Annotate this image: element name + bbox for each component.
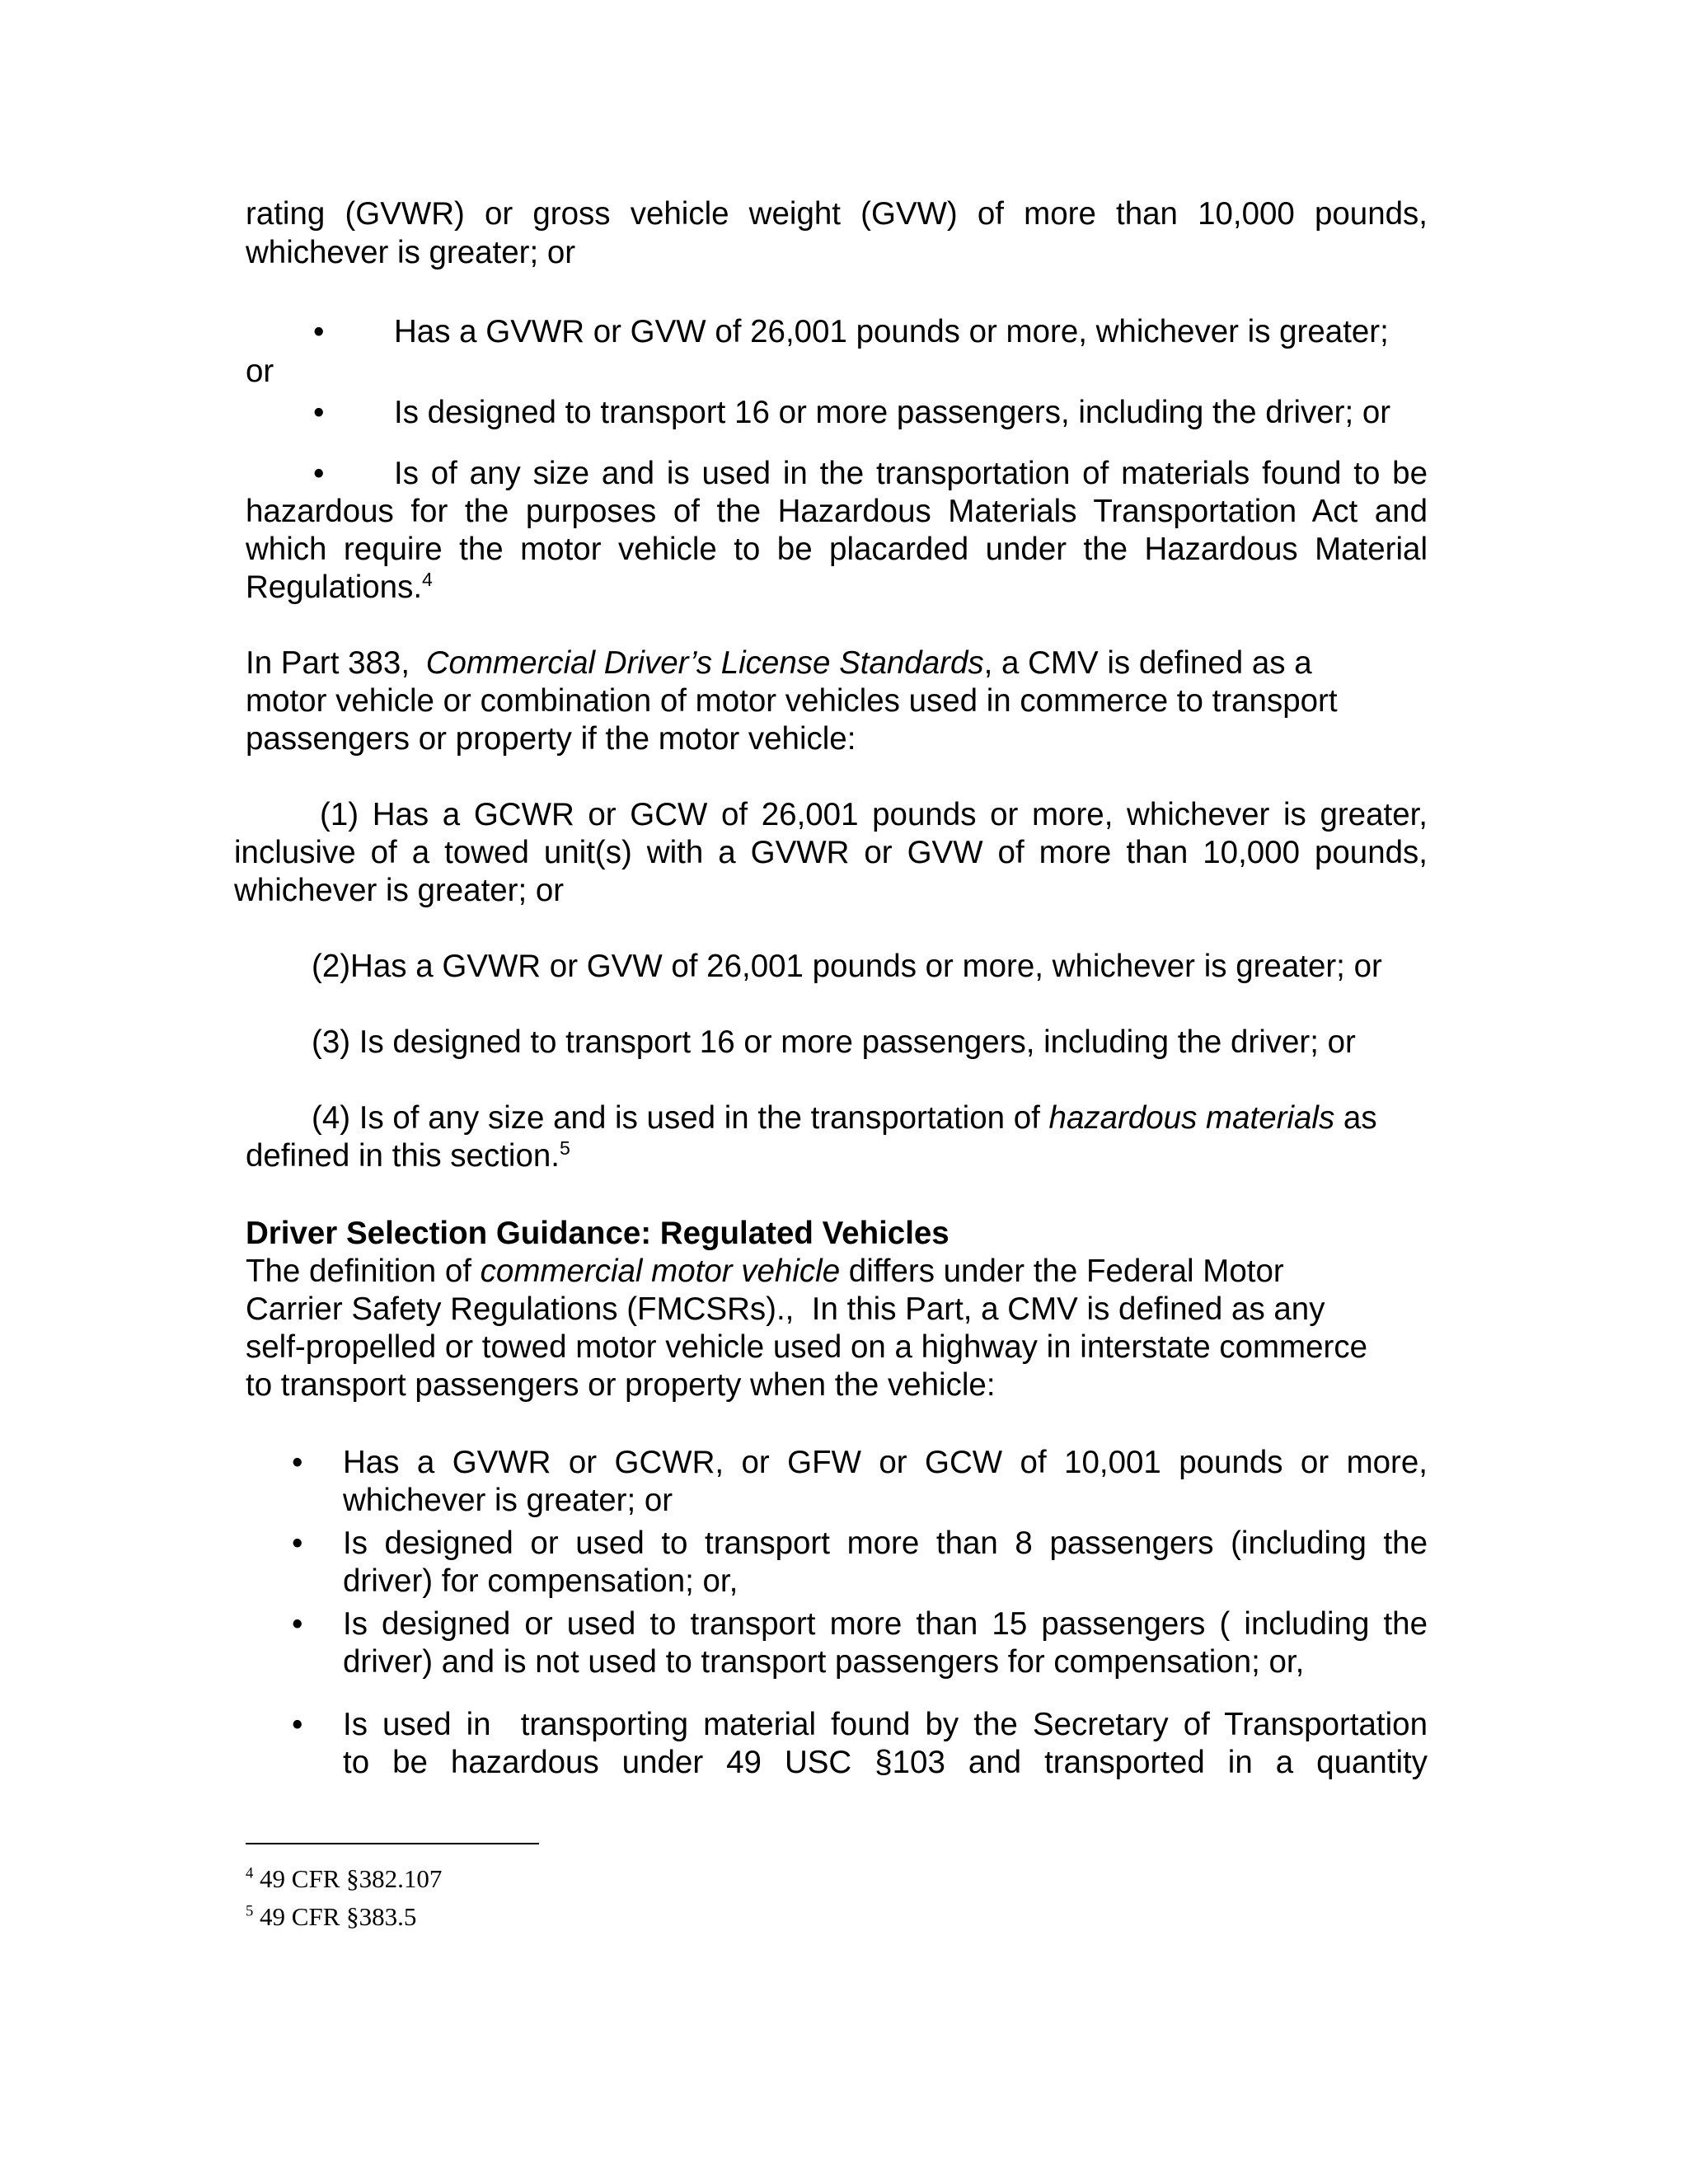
list-a-item-3-line-4: [246, 569, 433, 607]
numbered-item-4-line-2: [246, 1137, 570, 1175]
list-a-item-3-line-1: Is of any size and is used in the transportation of materials found to be: [394, 456, 1428, 491]
part383-line-1: [246, 644, 1312, 682]
guidance-line-3: self-propelled or towed motor vehicle used on a highway in interstate commerce: [246, 1329, 1368, 1365]
list-a-item-1: Has a GVWR or GVW of 26,001 pounds or more, whichever is greater;: [394, 314, 1389, 349]
guidance-line-1-post: differs under the Federal Motor: [840, 1254, 1284, 1289]
numbered-item-4-line-1: [312, 1099, 1377, 1137]
footnote-ref-5[interactable]: 5: [559, 1137, 570, 1160]
part383-title: Commercial Driver’s License Standards: [425, 645, 984, 681]
bullet-icon: •: [292, 1707, 303, 1742]
list-b-item-1-line-2: whichever is greater; or: [343, 1483, 673, 1518]
bullet-icon: •: [313, 314, 325, 349]
numbered-item-3: (3) Is designed to transport 16 or more passengers, including the driver; or: [312, 1024, 1356, 1060]
list-b-item-3-line-2: driver) and is not used to transport passengers for compensation; or,: [343, 1644, 1305, 1680]
footnote-separator: [246, 1843, 539, 1844]
numbered-item-4-text: defined in this section.: [246, 1138, 560, 1174]
part383-line-3: passengers or property if the motor vehicle:: [246, 721, 856, 757]
list-a-item-1-or: or: [246, 354, 274, 389]
footnote-5-text: 49 CFR §383.5: [253, 1902, 417, 1931]
footnote-5: [246, 1900, 416, 1933]
part383-line-2: motor vehicle or combination of motor vehicles used in commerce to transport: [246, 683, 1338, 719]
list-a-item-3-line-2: hazardous for the purposes of the Hazardous Materials Transportation Act and: [246, 494, 1428, 529]
bullet-icon: •: [313, 395, 325, 430]
list-b-item-2-line-1: Is designed or used to transport more than 8 passengers (including the: [343, 1526, 1428, 1561]
numbered-item-1-line-2: inclusive of a towed unit(s) with a GVWR or GVW of more than 10,000 pounds,: [234, 835, 1428, 870]
list-b-item-4-line-2: to be hazardous under 49 USC §103 and transported in a quantity: [343, 1745, 1428, 1780]
numbered-item-4-pre: (4) Is of any size and is used in the transportation of: [312, 1100, 1049, 1136]
guidance-line-1-pre: The definition of: [246, 1254, 481, 1289]
numbered-item-4-term: hazardous materials: [1048, 1100, 1335, 1136]
lead-line-1: rating (GVWR) or gross vehicle weight (GVW) of more than 10,000 pounds,: [246, 196, 1428, 232]
guidance-line-4: to transport passengers or property when the vehicle:: [246, 1367, 996, 1403]
list-a-item-3-text: Regulations.: [246, 569, 423, 605]
guidance-line-1: [246, 1253, 1284, 1291]
part383-line-1-post: , a CMV is defined as a: [983, 645, 1312, 681]
footnote-4-number: 4: [246, 1864, 254, 1882]
numbered-item-4-post: as: [1334, 1100, 1377, 1136]
numbered-item-1-line-1: (1) Has a GCWR or GCW of 26,001 pounds or more, whichever is greater,: [320, 797, 1428, 832]
list-a-item-3-line-3: which require the motor vehicle to be placarded under the Hazardous Material: [246, 532, 1428, 567]
numbered-item-1-line-3: whichever is greater; or: [234, 873, 565, 908]
lead-line-2: whichever is greater; or: [246, 235, 576, 270]
list-b-item-1-line-1: Has a GVWR or GCWR, or GFW or GCW of 10,001 pounds or more,: [343, 1445, 1428, 1480]
bullet-icon: •: [292, 1606, 303, 1642]
footnote-ref-4[interactable]: 4: [422, 569, 433, 591]
guidance-term: commercial motor vehicle: [480, 1254, 841, 1289]
list-a-item-2: Is designed to transport 16 or more passengers, including the driver; or: [394, 395, 1391, 430]
bullet-icon: •: [313, 456, 325, 491]
footnote-4: [246, 1863, 442, 1896]
list-b-item-4-line-1: Is used in transporting material found by the Secretary of Transportation: [343, 1707, 1428, 1742]
section-heading: Driver Selection Guidance: Regulated Vehicles: [246, 1216, 950, 1251]
footnote-4-text: 49 CFR §382.107: [253, 1864, 443, 1893]
footnote-5-number: 5: [246, 1902, 254, 1920]
part383-line-1-pre: In Part 383,: [246, 645, 419, 681]
numbered-item-2: (2)Has a GVWR or GVW of 26,001 pounds or more, whichever is greater; or: [312, 949, 1382, 984]
guidance-line-2: Carrier Safety Regulations (FMCSRs)., In this Part, a CMV is defined as any: [246, 1291, 1325, 1327]
list-b-item-3-line-1: Is designed or used to transport more than 15 passengers ( including the: [343, 1606, 1428, 1642]
bullet-icon: •: [292, 1445, 303, 1480]
list-b-item-2-line-2: driver) for compensation; or,: [343, 1563, 738, 1599]
bullet-icon: •: [292, 1526, 303, 1561]
